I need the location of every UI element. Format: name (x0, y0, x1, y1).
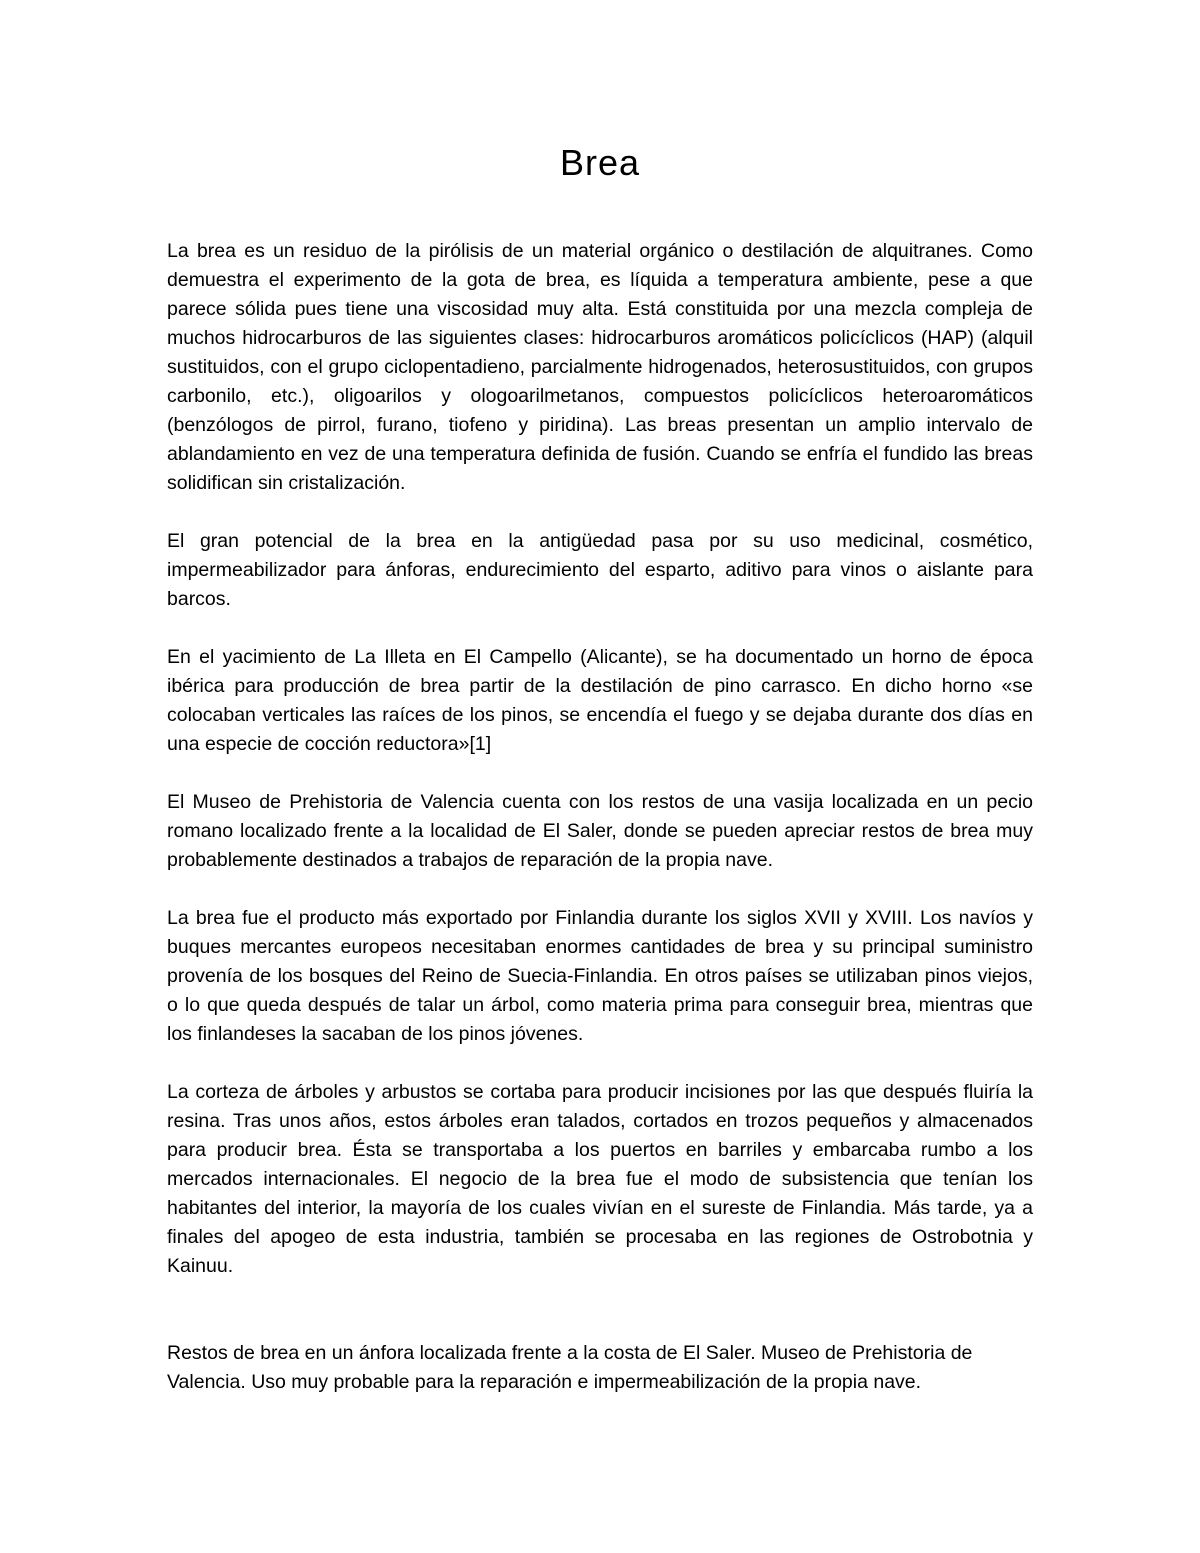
paragraph-finlandia-export: La brea fue el producto más exportado por Finlandia durante los siglos XVII y XVIII. Los navíos y buques mercantes europeos necesitaban enormes cantidades de brea y su principal suministro provenía de los bosques del Reino de Suecia-Finlandia. En otros países se utilizaban pinos viejos, o lo que queda después de talar un árbol, como materia prima para conseguir brea, mientras que los finlandeses la sacaban de los pinos jóvenes. (167, 907, 1033, 1045)
image-caption: Restos de brea en un ánfora localizada frente a la costa de El Saler. Museo de Prehistoria de Valencia. Uso muy probable para la reparación e impermeabilización de la propia nave. (167, 1342, 973, 1393)
paragraph-definition: La brea es un residuo de la pirólisis de un material orgánico o destilación de alquitranes. Como demuestra el experimento de la gota de brea, es líquida a temperatura ambiente, pese a que parece sólida pues tiene una viscosidad muy alta. Está constituida por una mezcla compleja de muchos hidrocarburos de las siguientes clases: hidrocarburos aromáticos policíclicos (HAP) (alquil sustituidos, con el grupo ciclopentadieno, parcialmente hidrogenados, heterosustituidos, con grupos carbonilo, etc.), oligoarilos y ologoarilmetanos, compuestos policíclicos heteroaromáticos (benzólogos de pirrol, furano, tiofeno y piridina). Las breas presentan un amplio intervalo de ablandamiento en vez de una temperatura definida de fusión. Cuando se enfría el fundido las breas solidifican sin cristalización. (167, 240, 1033, 494)
paragraph-production: La corteza de árboles y arbustos se cortaba para producir incisiones por las que después fluiría la resina. Tras unos años, estos árboles eran talados, cortados en trozos pequeños y almacenados para producir brea. Ésta se transportaba a los puertos en barriles y embarcaba rumbo a los mercados internacionales. El negocio de la brea fue el modo de subsistencia que tenían los habitantes del interior, la mayoría de los cuales vivían en el sureste de Finlandia. Más tarde, ya a finales del apogeo de esta industria, también se procesaba en las regiones de Ostrobotnia y Kainuu. (167, 1081, 1033, 1277)
paragraph-museo-valencia: El Museo de Prehistoria de Valencia cuenta con los restos de una vasija localizada en un pecio romano localizado frente a la localidad de El Saler, donde se pueden apreciar restos de brea muy probablemente destinados a trabajos de reparación de la propia nave. (167, 791, 1033, 871)
document-body (167, 237, 1033, 1397)
paragraph-la-illeta: En el yacimiento de La Illeta en El Campello (Alicante), se ha documentado un horno de época ibérica para producción de brea partir de la destilación de pino carrasco. En dicho horno «se colocaban verticales las raíces de los pinos, se encendía el fuego y se dejaba durante dos días en una especie de cocción reductora»[1] (167, 646, 1033, 755)
document-title: Brea (559, 142, 641, 183)
paragraph-ancient-uses: El gran potencial de la brea en la antigüedad pasa por su uso medicinal, cosmético, impermeabilizador para ánforas, endurecimiento del esparto, aditivo para vinos o aislante para barcos. (167, 530, 1033, 610)
